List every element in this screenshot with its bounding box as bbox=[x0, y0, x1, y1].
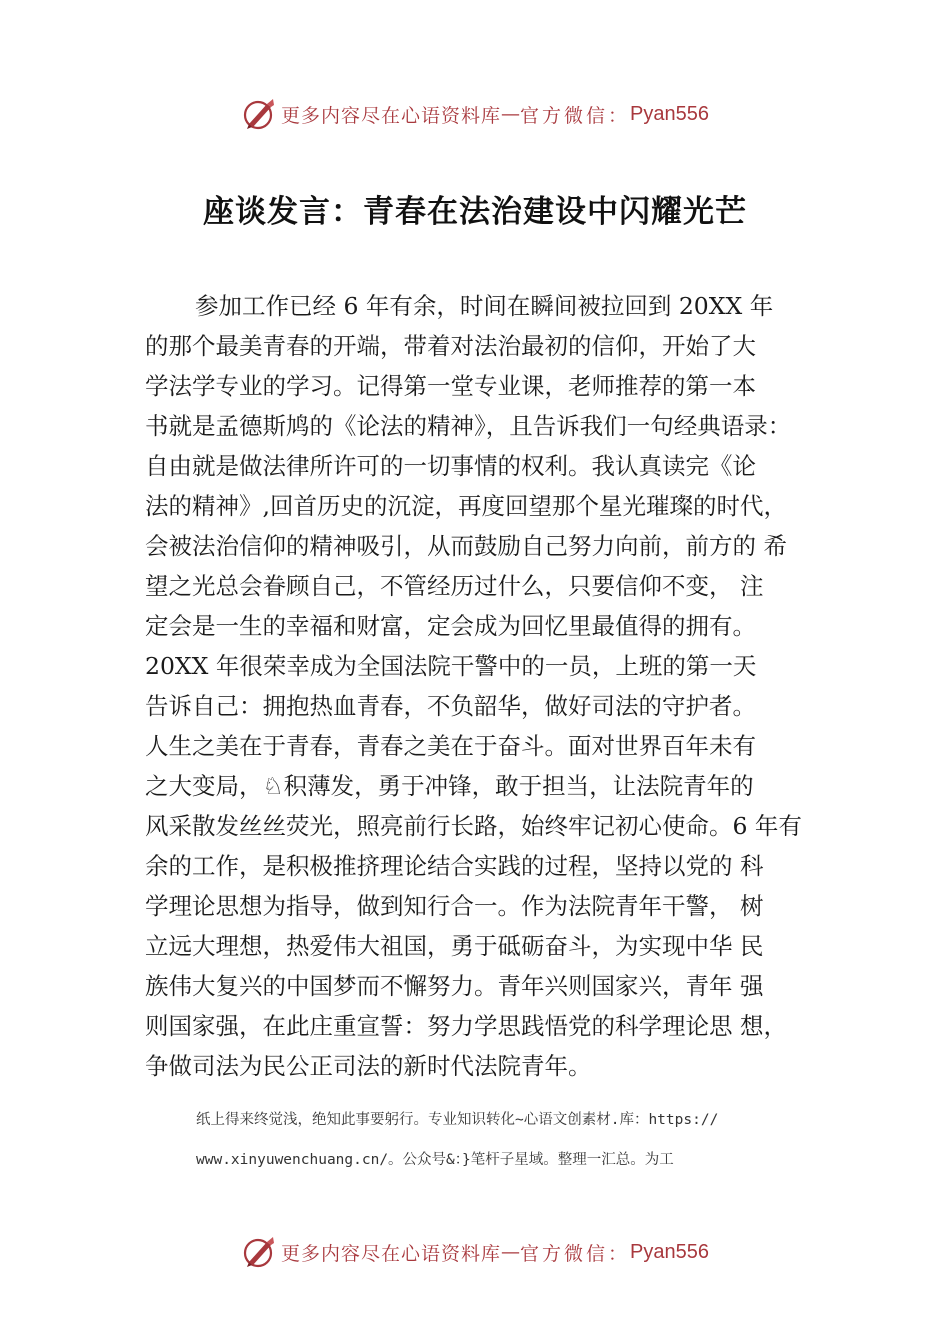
body-line: 风采散发丝丝荧光，照亮前行长路，始终牢记初心使命。6 年有 bbox=[145, 812, 802, 840]
body-line: 参加工作已经 6 年有余，时间在瞬间被拉回到 20XX 年 bbox=[195, 292, 774, 320]
pen-logo-icon bbox=[241, 1234, 277, 1270]
pen-logo-icon bbox=[241, 96, 277, 132]
body-line: 望之光总会眷顾自己，不管经历过什么，只要信仰不变， 注 bbox=[145, 572, 764, 600]
footnote-line: www.xinyuwenchuang.cn/。公众号&：}笔杆子星域。整理一汇总。为工 bbox=[196, 1152, 674, 1168]
banner-text: 更多内容尽在心语资料库 bbox=[281, 1242, 502, 1265]
banner-wechat-id: Pyan556 bbox=[630, 102, 709, 125]
body-line: 争做司法为民公正司法的新时代法院青年。 bbox=[145, 1052, 592, 1080]
body-line: 余的工作，是积极推挤理论结合实践的过程，坚持以党的 科 bbox=[145, 852, 764, 880]
banner-separator: — bbox=[501, 103, 521, 125]
body-line: 会被法治信仰的精神吸引，从而鼓励自己努力向前，前方的 希 bbox=[145, 532, 787, 560]
page-title: 座谈发言：青春在法治建设中闪耀光芒 bbox=[203, 194, 747, 230]
banner-wechat-label: 官方微信： bbox=[520, 1242, 631, 1265]
body-line: 自由就是做法律所许可的一切事情的权利。我认真读完《论 bbox=[145, 452, 756, 480]
body-line: 族伟大复兴的中国梦而不懈努力。青年兴则国家兴，青年 强 bbox=[145, 972, 764, 1000]
header-banner bbox=[0, 94, 950, 134]
body-paragraph bbox=[145, 286, 835, 1086]
body-line: 告诉自己：拥抱热血青春，不负韶华，做好司法的守护者。 bbox=[145, 692, 756, 720]
footer-banner bbox=[0, 1232, 950, 1272]
body-line: 书就是孟德斯鸠的《论法的精神》，且告诉我们一句经典语录： bbox=[145, 412, 792, 440]
body-line: 立远大理想，热爱伟大祖国，勇于砥砺奋斗，为实现中华 民 bbox=[145, 932, 764, 960]
body-line: 定会是一生的幸福和财富，定会成为回忆里最值得的拥有。 bbox=[145, 612, 756, 640]
body-line: 法的精神》,回首历史的沉淀，再度回望那个星光璀璨的时代， bbox=[145, 492, 787, 520]
banner-separator: — bbox=[501, 1241, 521, 1263]
body-line: 之大变局，♘积薄发，勇于冲锋，敢于担当，让法院青年的 bbox=[145, 772, 754, 800]
body-line: 人生之美在于青春，青春之美在于奋斗。面对世界百年未有 bbox=[145, 732, 756, 760]
footnote-line: 纸上得来终觉浅，绝知此事要躬行。专业知识转化~心语文创素材.库：https:// bbox=[196, 1112, 719, 1128]
body-line: 的那个最美青春的开端，带着对法治最初的信仰，开始了大 bbox=[145, 332, 756, 360]
footnote bbox=[196, 1100, 836, 1180]
body-line: 学理论思想为指导，做到知行合一。作为法院青年干警， 树 bbox=[145, 892, 764, 920]
banner-wechat-id: Pyan556 bbox=[630, 1240, 709, 1263]
body-line: 则国家强，在此庄重宣誓：努力学思践悟党的科学理论思 想， bbox=[145, 1012, 787, 1040]
body-line: 20XX 年很荣幸成为全国法院干警中的一员，上班的第一天 bbox=[145, 652, 757, 680]
banner-text: 更多内容尽在心语资料库 bbox=[281, 104, 502, 127]
banner-wechat-label: 官方微信： bbox=[520, 104, 631, 127]
body-line: 学法学专业的学习。记得第一堂专业课，老师推荐的第一本 bbox=[145, 372, 756, 400]
